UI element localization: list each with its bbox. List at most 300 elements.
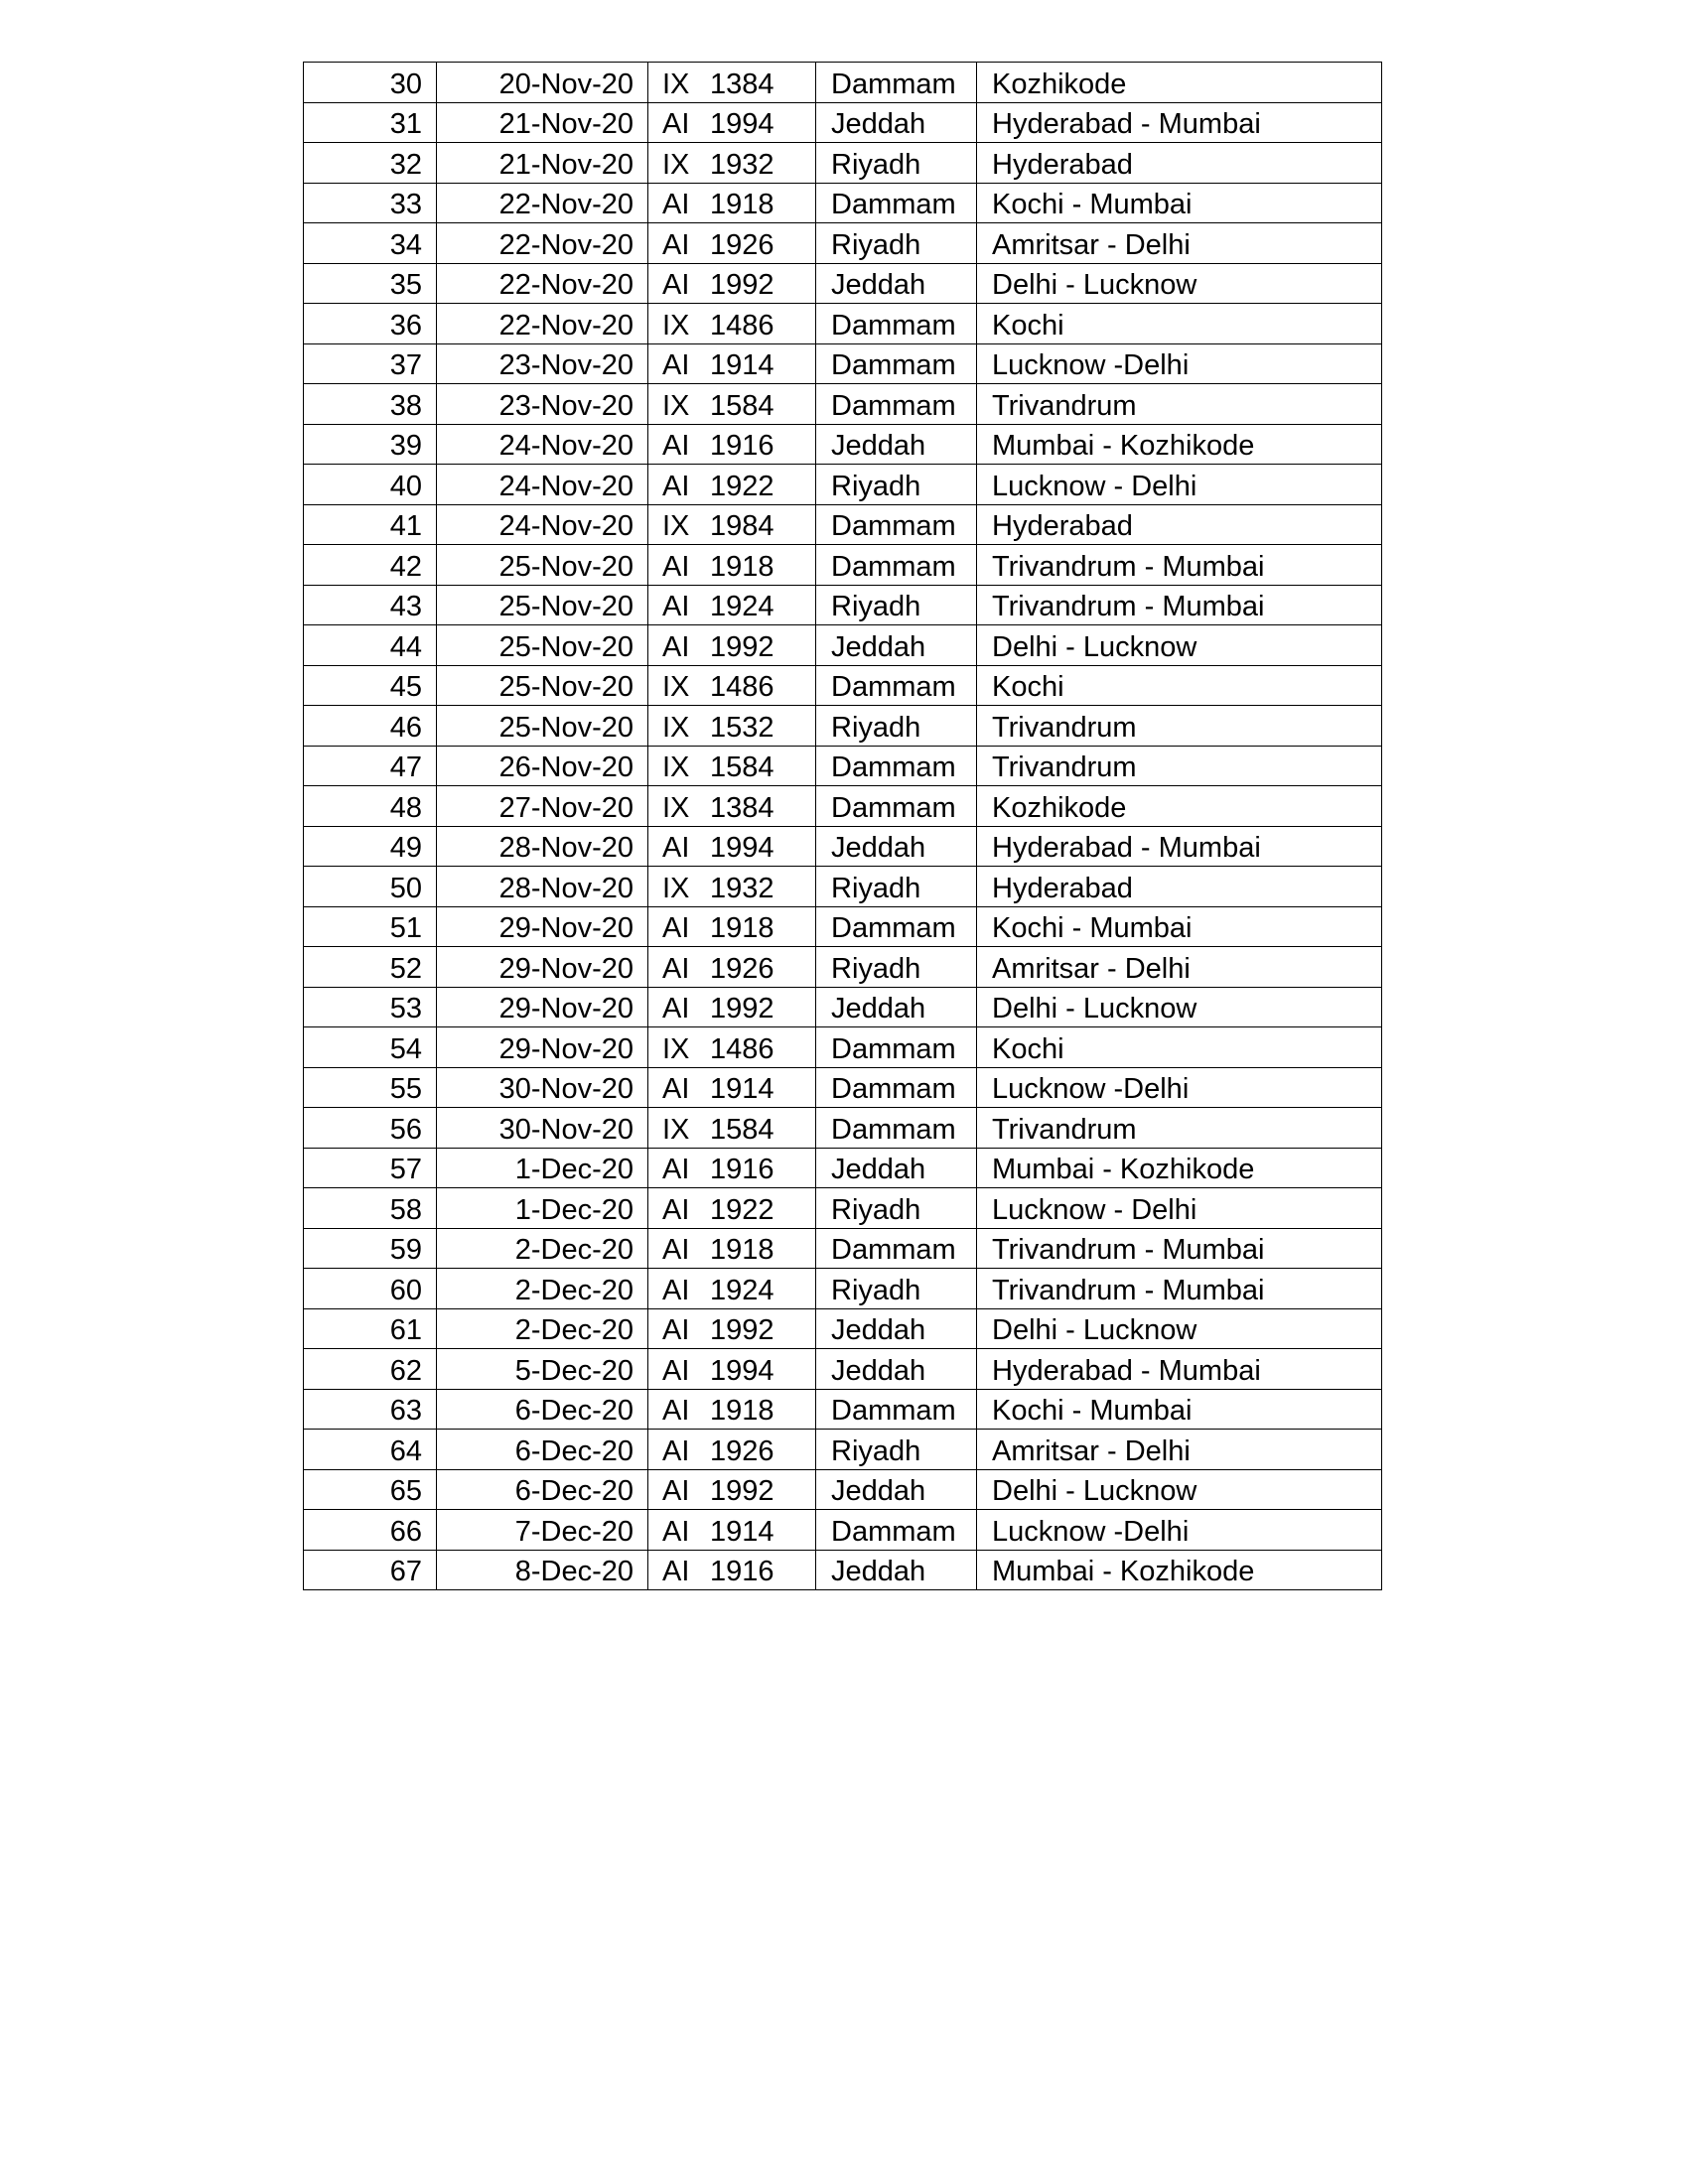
origin-city: Riyadh (831, 228, 921, 261)
table-row (304, 706, 1382, 747)
flight-date-cell: 21-Nov-20 (437, 143, 648, 184)
airline-code: IX (662, 671, 690, 703)
flight-number: 1384 (710, 68, 774, 100)
flight-number: 1992 (710, 269, 774, 301)
flight-number: 1486 (710, 1032, 774, 1065)
origin-city: Dammam (831, 349, 956, 381)
origin-city: Jeddah (831, 832, 926, 864)
origin-city-cell (816, 1067, 977, 1108)
flight-number-cell (648, 1269, 816, 1309)
row-number-cell: 38 (304, 384, 437, 425)
origin-city: Riyadh (831, 952, 921, 985)
flight-number: 1992 (710, 630, 774, 663)
origin-city-cell (816, 545, 977, 586)
airline-code: AI (662, 952, 690, 985)
flight-number-cell (648, 826, 816, 867)
flight-date-cell: 25-Nov-20 (437, 706, 648, 747)
airline-code: AI (662, 1193, 690, 1226)
table-row (304, 625, 1382, 666)
flight-number-cell (648, 504, 816, 545)
table-row (304, 465, 1382, 505)
table-row (304, 1349, 1382, 1390)
origin-city: Dammam (831, 510, 956, 542)
flight-number: 1532 (710, 711, 774, 744)
airline-code: IX (662, 791, 690, 824)
airline-code: AI (662, 630, 690, 663)
origin-city-cell (816, 1027, 977, 1068)
row-number-cell: 57 (304, 1148, 437, 1188)
flight-number-cell (648, 1188, 816, 1229)
flight-number: 1924 (710, 591, 774, 622)
origin-city-cell (816, 987, 977, 1027)
origin-city: Riyadh (831, 148, 921, 181)
origin-city-cell (816, 625, 977, 666)
destination-cell: Hyderabad (977, 504, 1382, 545)
flight-date-cell: 29-Nov-20 (437, 987, 648, 1027)
airline-code: AI (662, 1354, 690, 1387)
flight-date-cell: 24-Nov-20 (437, 424, 648, 465)
flight-number: 1984 (710, 510, 774, 542)
airline-code: AI (662, 1434, 690, 1467)
flight-number-cell (648, 424, 816, 465)
row-number-cell: 64 (304, 1430, 437, 1470)
flight-date-cell: 1-Dec-20 (437, 1148, 648, 1188)
row-number-cell: 50 (304, 867, 437, 907)
flight-number: 1918 (710, 912, 774, 944)
flight-number-cell (648, 867, 816, 907)
airline-code: AI (662, 1274, 690, 1306)
table-row (304, 102, 1382, 143)
origin-city: Jeddah (831, 108, 926, 140)
flight-number-cell (648, 102, 816, 143)
table-row (304, 826, 1382, 867)
flight-number-cell (648, 263, 816, 304)
row-number-cell: 35 (304, 263, 437, 304)
flight-number: 1916 (710, 430, 774, 462)
destination-cell: Hyderabad - Mumbai (977, 102, 1382, 143)
row-number-cell: 42 (304, 545, 437, 586)
origin-city-cell (816, 384, 977, 425)
destination-cell: Kochi (977, 304, 1382, 344)
destination-cell: Trivandrum (977, 384, 1382, 425)
flight-number-cell (648, 143, 816, 184)
flight-date-cell: 8-Dec-20 (437, 1550, 648, 1590)
origin-city: Riyadh (831, 872, 921, 904)
table-row (304, 1510, 1382, 1551)
origin-city: Jeddah (831, 1154, 926, 1185)
row-number-cell: 39 (304, 424, 437, 465)
airline-code: IX (662, 510, 690, 542)
row-number-cell: 49 (304, 826, 437, 867)
origin-city: Jeddah (831, 1475, 926, 1507)
flight-number-cell (648, 786, 816, 827)
table-row (304, 1067, 1382, 1108)
airline-code: IX (662, 148, 690, 181)
table-row (304, 585, 1382, 625)
flight-number: 1914 (710, 349, 774, 381)
destination-cell: Kozhikode (977, 63, 1382, 103)
airline-code: AI (662, 430, 690, 462)
flight-number-cell (648, 1228, 816, 1269)
origin-city-cell (816, 504, 977, 545)
origin-city-cell (816, 867, 977, 907)
flight-number-cell (648, 1389, 816, 1430)
flight-number: 1994 (710, 1354, 774, 1387)
flight-number-cell (648, 746, 816, 786)
flight-number-cell (648, 1349, 816, 1390)
destination-cell: Mumbai - Kozhikode (977, 1550, 1382, 1590)
row-number-cell: 59 (304, 1228, 437, 1269)
row-number-cell: 67 (304, 1550, 437, 1590)
flight-date-cell: 27-Nov-20 (437, 786, 648, 827)
flight-number-cell (648, 465, 816, 505)
flight-number: 1992 (710, 1314, 774, 1346)
table-row (304, 1027, 1382, 1068)
table-row (304, 1550, 1382, 1590)
origin-city-cell (816, 1349, 977, 1390)
airline-code: IX (662, 309, 690, 341)
row-number-cell: 48 (304, 786, 437, 827)
flight-date-cell: 22-Nov-20 (437, 223, 648, 264)
origin-city-cell (816, 1469, 977, 1510)
flight-number: 1584 (710, 1113, 774, 1146)
flight-date-cell: 30-Nov-20 (437, 1067, 648, 1108)
table-row (304, 1148, 1382, 1188)
flight-number: 1926 (710, 952, 774, 985)
airline-code: IX (662, 389, 690, 422)
flight-number: 1994 (710, 832, 774, 864)
origin-city-cell (816, 947, 977, 988)
table-row (304, 1430, 1382, 1470)
origin-city: Dammam (831, 1395, 956, 1427)
flight-number-cell (648, 1027, 816, 1068)
flight-number: 1914 (710, 1515, 774, 1548)
origin-city: Riyadh (831, 711, 921, 744)
airline-code: AI (662, 993, 690, 1024)
airline-code: AI (662, 470, 690, 502)
flight-number: 1918 (710, 1395, 774, 1427)
row-number-cell: 32 (304, 143, 437, 184)
row-number-cell: 58 (304, 1188, 437, 1229)
flight-number: 1486 (710, 309, 774, 341)
flight-number-cell (648, 585, 816, 625)
flight-number-cell (648, 1108, 816, 1149)
flight-date-cell: 29-Nov-20 (437, 906, 648, 947)
destination-cell: Kozhikode (977, 786, 1382, 827)
table-row (304, 947, 1382, 988)
destination-cell: Lucknow - Delhi (977, 465, 1382, 505)
destination-cell: Hyderabad - Mumbai (977, 826, 1382, 867)
destination-cell: Amritsar - Delhi (977, 947, 1382, 988)
table-row (304, 545, 1382, 586)
origin-city-cell (816, 1148, 977, 1188)
flight-number: 1932 (710, 148, 774, 181)
airline-code: IX (662, 1113, 690, 1146)
flight-number-cell (648, 987, 816, 1027)
row-number-cell: 51 (304, 906, 437, 947)
origin-city-cell (816, 424, 977, 465)
flight-number-cell (648, 947, 816, 988)
origin-city: Dammam (831, 68, 956, 100)
flight-number: 1584 (710, 389, 774, 422)
row-number-cell: 37 (304, 343, 437, 384)
flight-number-cell (648, 1067, 816, 1108)
row-number-cell: 43 (304, 585, 437, 625)
origin-city-cell (816, 665, 977, 706)
flight-number: 1918 (710, 1234, 774, 1266)
origin-city: Riyadh (831, 1274, 921, 1306)
origin-city-cell (816, 304, 977, 344)
origin-city: Dammam (831, 671, 956, 703)
destination-cell: Mumbai - Kozhikode (977, 424, 1382, 465)
origin-city-cell (816, 1188, 977, 1229)
flight-date-cell: 24-Nov-20 (437, 465, 648, 505)
flight-number-cell (648, 545, 816, 586)
flight-date-cell: 20-Nov-20 (437, 63, 648, 103)
destination-cell: Trivandrum - Mumbai (977, 585, 1382, 625)
airline-code: AI (662, 1475, 690, 1507)
table-row (304, 987, 1382, 1027)
airline-code: AI (662, 1314, 690, 1346)
flight-date-cell: 2-Dec-20 (437, 1228, 648, 1269)
table-row (304, 183, 1382, 223)
origin-city: Dammam (831, 389, 956, 422)
origin-city-cell (816, 706, 977, 747)
table-row (304, 343, 1382, 384)
flight-number: 1924 (710, 1274, 774, 1306)
table-row (304, 1308, 1382, 1349)
origin-city: Dammam (831, 1515, 956, 1548)
row-number-cell: 30 (304, 63, 437, 103)
origin-city: Riyadh (831, 470, 921, 502)
row-number-cell: 55 (304, 1067, 437, 1108)
flight-number: 1992 (710, 993, 774, 1024)
flight-date-cell: 1-Dec-20 (437, 1188, 648, 1229)
destination-cell: Delhi - Lucknow (977, 987, 1382, 1027)
flight-date-cell: 29-Nov-20 (437, 947, 648, 988)
table-row (304, 223, 1382, 264)
row-number-cell: 66 (304, 1510, 437, 1551)
flight-number-cell (648, 1148, 816, 1188)
row-number-cell: 45 (304, 665, 437, 706)
destination-cell: Delhi - Lucknow (977, 1469, 1382, 1510)
flight-rows (304, 63, 1382, 1590)
airline-code: AI (662, 228, 690, 261)
airline-code: AI (662, 189, 690, 220)
flight-number-cell (648, 183, 816, 223)
row-number-cell: 62 (304, 1349, 437, 1390)
origin-city: Riyadh (831, 1193, 921, 1226)
table-row (304, 1389, 1382, 1430)
flight-number-cell (648, 665, 816, 706)
flight-number-cell (648, 1308, 816, 1349)
destination-cell: Trivandrum - Mumbai (977, 1269, 1382, 1309)
destination-cell: Trivandrum (977, 706, 1382, 747)
origin-city-cell (816, 343, 977, 384)
row-number-cell: 60 (304, 1269, 437, 1309)
origin-city: Jeddah (831, 269, 926, 301)
destination-cell: Hyderabad - Mumbai (977, 1349, 1382, 1390)
origin-city: Dammam (831, 751, 956, 783)
airline-code: AI (662, 1154, 690, 1185)
origin-city: Jeddah (831, 993, 926, 1024)
flight-date-cell: 21-Nov-20 (437, 102, 648, 143)
flight-number: 1486 (710, 671, 774, 703)
flight-number-cell (648, 384, 816, 425)
flight-date-cell: 2-Dec-20 (437, 1269, 648, 1309)
flight-number: 1926 (710, 1434, 774, 1467)
origin-city-cell (816, 746, 977, 786)
origin-city: Dammam (831, 1032, 956, 1065)
origin-city: Jeddah (831, 1556, 926, 1587)
table-row (304, 143, 1382, 184)
table-row (304, 746, 1382, 786)
origin-city-cell (816, 786, 977, 827)
table-row (304, 906, 1382, 947)
origin-city: Jeddah (831, 1314, 926, 1346)
flight-date-cell: 25-Nov-20 (437, 545, 648, 586)
origin-city-cell (816, 826, 977, 867)
destination-cell: Trivandrum - Mumbai (977, 545, 1382, 586)
flight-date-cell: 28-Nov-20 (437, 867, 648, 907)
flight-number: 1992 (710, 1475, 774, 1507)
flight-number-cell (648, 343, 816, 384)
origin-city-cell (816, 1430, 977, 1470)
flight-number-cell (648, 906, 816, 947)
flight-number: 1916 (710, 1154, 774, 1185)
origin-city: Dammam (831, 912, 956, 944)
flight-schedule-table (303, 62, 1382, 1590)
airline-code: IX (662, 711, 690, 744)
flight-number: 1922 (710, 470, 774, 502)
table-row (304, 867, 1382, 907)
table-row (304, 1108, 1382, 1149)
flight-number-cell (648, 223, 816, 264)
airline-code: AI (662, 550, 690, 583)
origin-city-cell (816, 1510, 977, 1551)
airline-code: AI (662, 1073, 690, 1105)
row-number-cell: 33 (304, 183, 437, 223)
flight-date-cell: 29-Nov-20 (437, 1027, 648, 1068)
origin-city: Dammam (831, 791, 956, 824)
row-number-cell: 53 (304, 987, 437, 1027)
airline-code: AI (662, 1556, 690, 1587)
table-row (304, 665, 1382, 706)
flight-number: 1584 (710, 751, 774, 783)
row-number-cell: 36 (304, 304, 437, 344)
origin-city-cell (816, 183, 977, 223)
row-number-cell: 54 (304, 1027, 437, 1068)
destination-cell: Trivandrum (977, 746, 1382, 786)
destination-cell: Amritsar - Delhi (977, 223, 1382, 264)
row-number-cell: 56 (304, 1108, 437, 1149)
origin-city: Dammam (831, 309, 956, 341)
flight-date-cell: 22-Nov-20 (437, 263, 648, 304)
flight-date-cell: 25-Nov-20 (437, 665, 648, 706)
row-number-cell: 52 (304, 947, 437, 988)
destination-cell: Lucknow -Delhi (977, 343, 1382, 384)
row-number-cell: 41 (304, 504, 437, 545)
destination-cell: Mumbai - Kozhikode (977, 1148, 1382, 1188)
airline-code: AI (662, 269, 690, 301)
flight-date-cell: 22-Nov-20 (437, 183, 648, 223)
row-number-cell: 40 (304, 465, 437, 505)
flight-number: 1918 (710, 550, 774, 583)
airline-code: AI (662, 832, 690, 864)
flight-number: 1994 (710, 108, 774, 140)
origin-city-cell (816, 585, 977, 625)
table-row (304, 304, 1382, 344)
flight-date-cell: 23-Nov-20 (437, 384, 648, 425)
destination-cell: Lucknow - Delhi (977, 1188, 1382, 1229)
origin-city-cell (816, 1550, 977, 1590)
destination-cell: Hyderabad (977, 143, 1382, 184)
airline-code: AI (662, 1515, 690, 1548)
table-row (304, 1269, 1382, 1309)
origin-city-cell (816, 1228, 977, 1269)
destination-cell: Trivandrum (977, 1108, 1382, 1149)
airline-code: AI (662, 1234, 690, 1266)
origin-city-cell (816, 1389, 977, 1430)
origin-city-cell (816, 906, 977, 947)
table-row (304, 63, 1382, 103)
origin-city-cell (816, 1308, 977, 1349)
origin-city-cell (816, 143, 977, 184)
origin-city: Dammam (831, 1113, 956, 1146)
flight-number-cell (648, 1469, 816, 1510)
row-number-cell: 63 (304, 1389, 437, 1430)
table-row (304, 504, 1382, 545)
airline-code: AI (662, 591, 690, 622)
flight-date-cell: 28-Nov-20 (437, 826, 648, 867)
flight-number: 1922 (710, 1193, 774, 1226)
row-number-cell: 65 (304, 1469, 437, 1510)
origin-city: Jeddah (831, 630, 926, 663)
row-number-cell: 61 (304, 1308, 437, 1349)
table-row (304, 1188, 1382, 1229)
airline-code: AI (662, 349, 690, 381)
destination-cell: Delhi - Lucknow (977, 625, 1382, 666)
flight-date-cell: 25-Nov-20 (437, 585, 648, 625)
table-row (304, 786, 1382, 827)
airline-code: AI (662, 1395, 690, 1427)
flight-number: 1914 (710, 1073, 774, 1105)
flight-number-cell (648, 1430, 816, 1470)
flight-date-cell: 24-Nov-20 (437, 504, 648, 545)
airline-code: IX (662, 751, 690, 783)
airline-code: IX (662, 1032, 690, 1065)
flight-date-cell: 5-Dec-20 (437, 1349, 648, 1390)
flight-date-cell: 6-Dec-20 (437, 1430, 648, 1470)
origin-city-cell (816, 465, 977, 505)
flight-number-cell (648, 1550, 816, 1590)
flight-number-cell (648, 63, 816, 103)
flight-number: 1918 (710, 189, 774, 220)
flight-number: 1916 (710, 1556, 774, 1587)
origin-city: Dammam (831, 550, 956, 583)
destination-cell: Trivandrum - Mumbai (977, 1228, 1382, 1269)
origin-city-cell (816, 1269, 977, 1309)
origin-city: Jeddah (831, 430, 926, 462)
flight-number-cell (648, 304, 816, 344)
destination-cell: Delhi - Lucknow (977, 1308, 1382, 1349)
origin-city-cell (816, 223, 977, 264)
flight-number: 1384 (710, 791, 774, 824)
table-row (304, 1228, 1382, 1269)
row-number-cell: 47 (304, 746, 437, 786)
origin-city-cell (816, 263, 977, 304)
flight-date-cell: 30-Nov-20 (437, 1108, 648, 1149)
